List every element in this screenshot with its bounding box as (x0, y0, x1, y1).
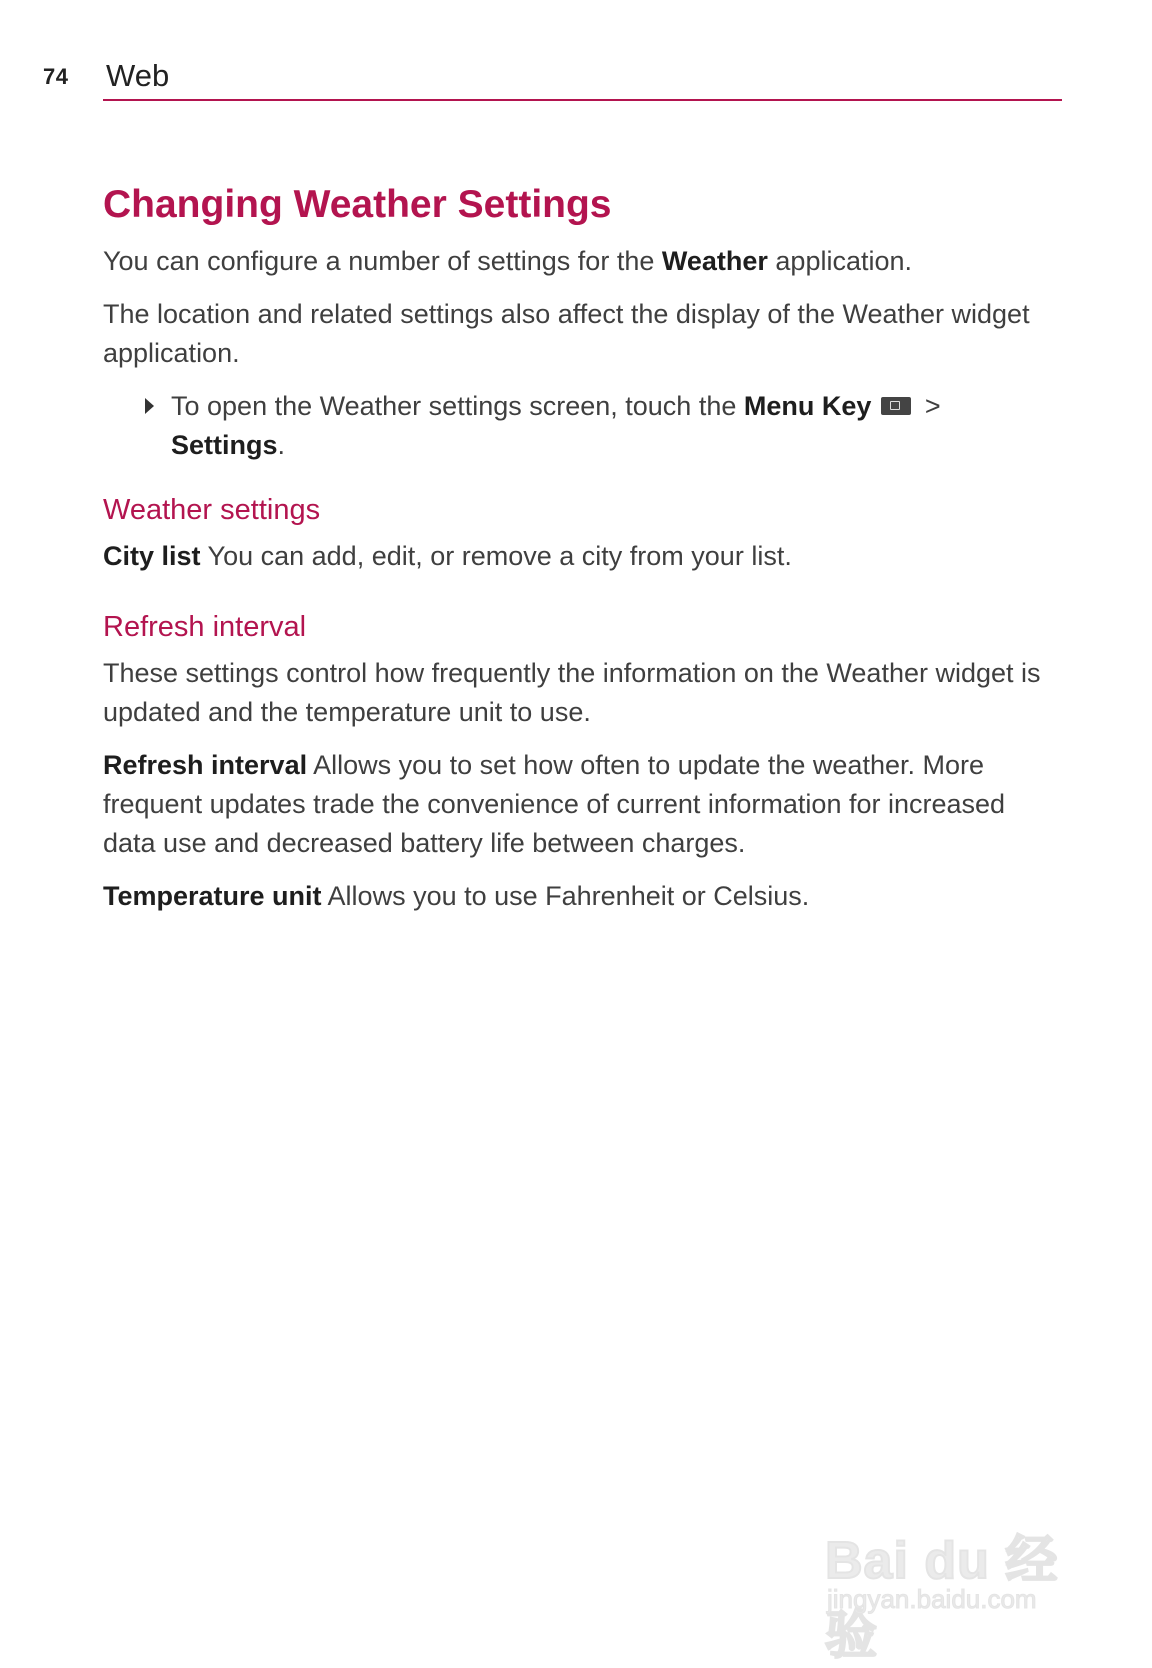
city-list-label: City list (103, 541, 201, 571)
refresh-interval-heading: Refresh interval (103, 611, 307, 643)
instruction-suffix: . (277, 430, 286, 460)
weather-app-name: Weather (661, 246, 768, 276)
settings-label: Settings (171, 430, 278, 460)
section-spacer (103, 590, 1063, 608)
refresh-interval-label: Refresh interval (103, 750, 308, 780)
bullet-arrow-icon (145, 398, 154, 414)
location-note: The location and related settings also affect the display of the Weather widget application. (103, 299, 1030, 368)
city-list-item (103, 537, 1063, 576)
instruction-bullet (145, 387, 1063, 465)
header-divider (103, 99, 1062, 101)
watermark-logo: Bai du 经验 (825, 1532, 1059, 1665)
intro-paragraph (103, 242, 1063, 281)
baidu-watermark (825, 1496, 1095, 1665)
menu-key-label: Menu Key (743, 391, 872, 421)
city-list-text: You can add, edit, or remove a city from your list. (200, 541, 792, 571)
watermark-url: jingyan.baidu.com (827, 1584, 1037, 1614)
refresh-interval-text: Allows you to set how often to update the weather. More frequent updates trade the convenience of current information for increased data use and decreased battery life between charges. (103, 750, 1006, 858)
intro-prefix: You can configure a number of settings for the (103, 246, 662, 276)
page-content (103, 180, 1063, 930)
page-number: 74 (43, 64, 69, 89)
refresh-description: These settings control how frequently the information on the Weather widget is updated and the temperature unit to use. (103, 658, 1041, 727)
menu-key-icon (881, 397, 911, 415)
instruction-prefix: To open the Weather settings screen, touch the (171, 391, 744, 421)
weather-settings-heading: Weather settings (103, 494, 321, 526)
intro-suffix: application. (767, 246, 913, 276)
temperature-unit-label: Temperature unit (103, 881, 322, 911)
chapter-title: Web (106, 58, 170, 93)
refresh-interval-item (103, 746, 1063, 863)
arrow-separator: > (917, 391, 941, 421)
temperature-unit-item (103, 877, 1063, 916)
page-title: Changing Weather Settings (103, 183, 612, 226)
instruction-text (171, 387, 941, 465)
temperature-unit-text: Allows you to use Fahrenheit or Celsius. (321, 881, 810, 911)
